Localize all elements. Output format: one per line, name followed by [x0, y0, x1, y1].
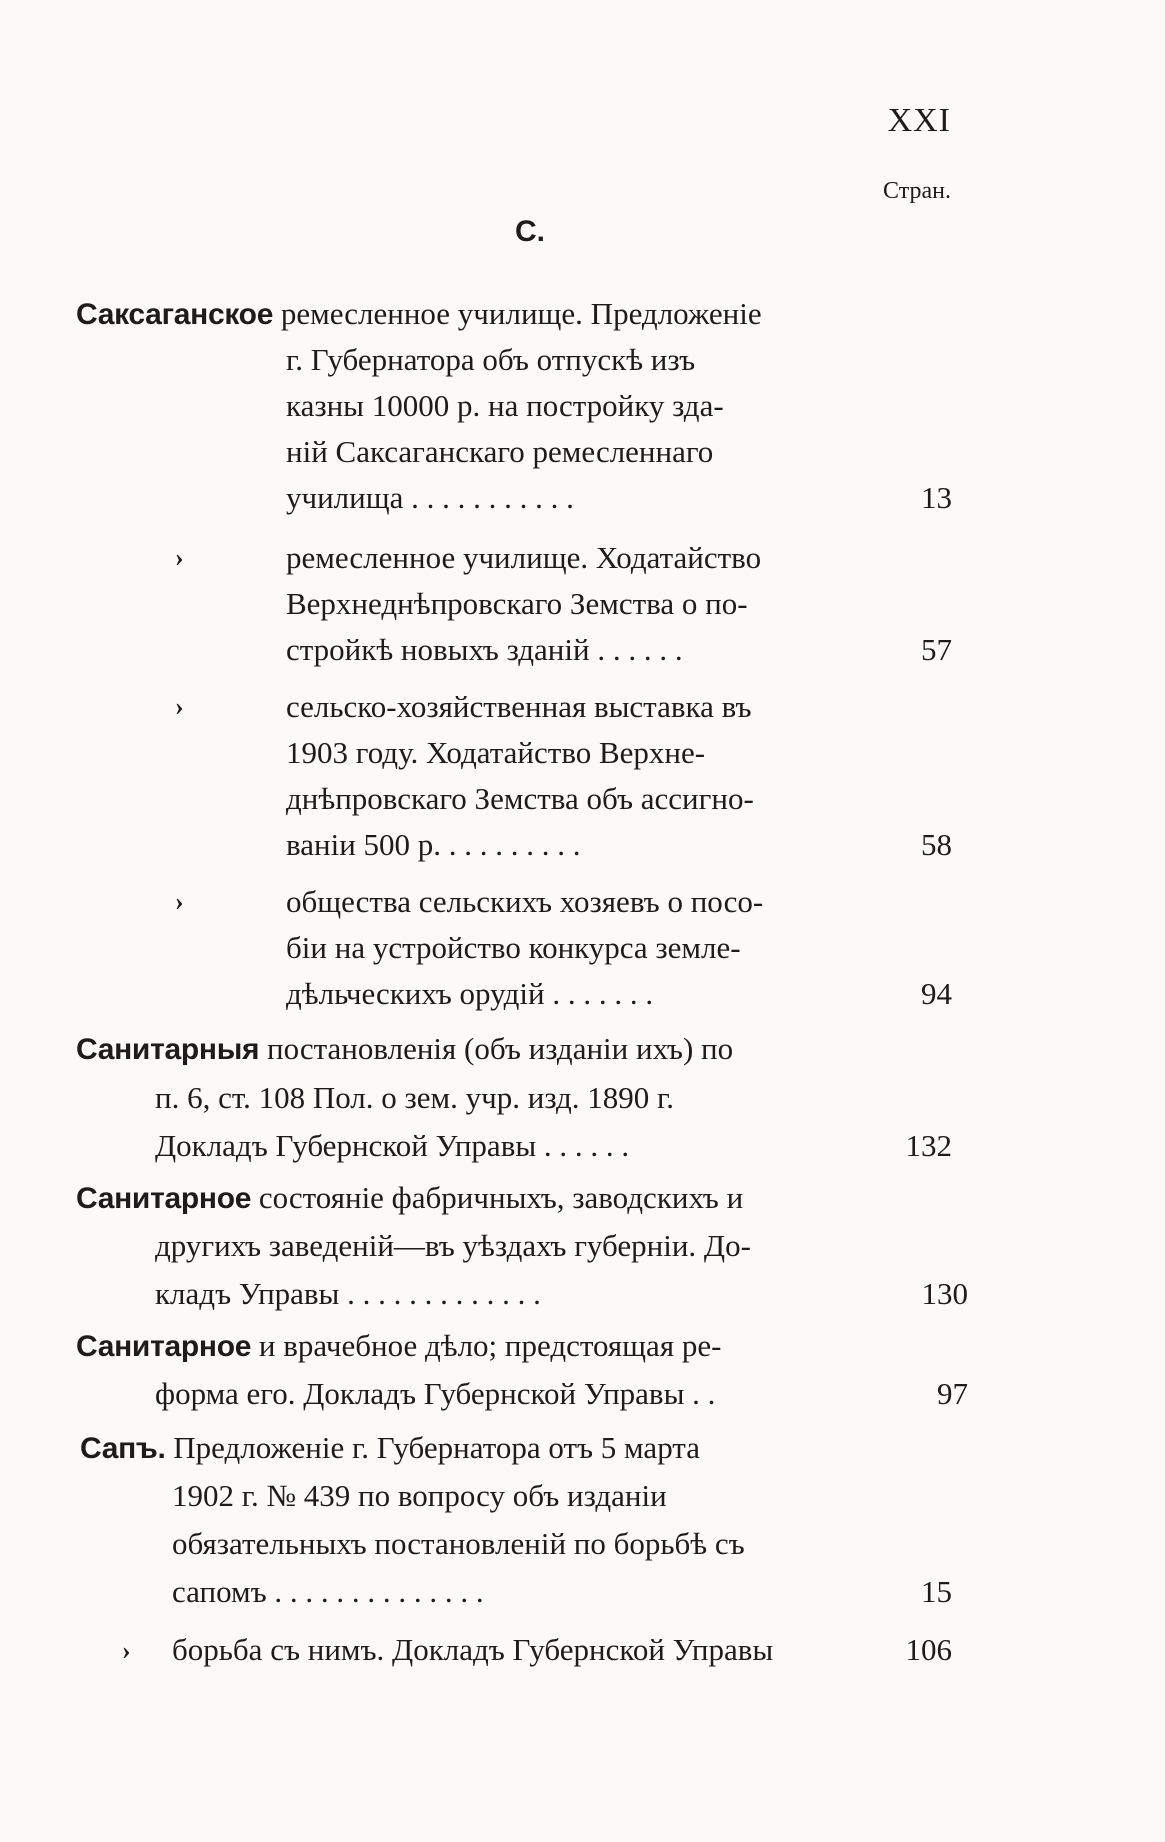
index-entry-line: 1903 году. Ходатайство Верхне- — [286, 735, 706, 770]
index-entry-line: форма его. Докладъ Губернской Управы . . — [155, 1376, 716, 1411]
index-entry-line: Санитарное и врачебное дѣло; предстоящая ре- — [76, 1328, 722, 1363]
page-ref: 94 — [921, 976, 952, 1011]
index-entry-line: ремесленное училище. Ходатайство — [286, 540, 762, 575]
index-entry-line: общества сельскихъ хозяевъ о посо- — [286, 884, 764, 919]
index-entry-line: Докладъ Губернской Управы . . . . . . — [155, 1128, 630, 1163]
page-column-label: Стран. — [883, 178, 951, 204]
index-entry-line: училища . . . . . . . . . . . — [286, 480, 574, 515]
index-entry-line: днѣпровскаго Земства объ ассигно- — [286, 781, 754, 816]
index-entry-line: сельско-хозяйственная выставка въ — [286, 689, 752, 724]
page-ref: 130 — [921, 1276, 968, 1311]
index-entry-line: другихъ заведеній—въ уѣздахъ губерніи. До- — [155, 1228, 751, 1263]
index-entry-line: дѣльческихъ орудій . . . . . . . — [286, 976, 654, 1011]
page-ref: 106 — [905, 1632, 952, 1667]
ditto-mark: › — [175, 692, 184, 721]
entry-heading: Санитарныя — [76, 1033, 260, 1066]
page-ref: 97 — [937, 1376, 968, 1411]
entry-heading: Саксаганское — [76, 298, 274, 331]
page-ref: 132 — [905, 1128, 952, 1163]
page-ref: 15 — [921, 1574, 952, 1609]
ditto-mark: › — [175, 887, 184, 916]
index-entry-line: 1902 г. № 439 по вопросу объ изданіи — [172, 1478, 667, 1513]
index-entry-line: ній Саксаганскаго ремесленнаго — [286, 434, 714, 469]
index-entry-line: сапомъ . . . . . . . . . . . . . . — [172, 1574, 484, 1609]
section-letter: С. — [515, 215, 545, 248]
index-entry-line: Саксаганское ремесленное училище. Предложеніе — [76, 296, 762, 331]
entry-heading: Сапъ. — [80, 1432, 166, 1465]
page-ref: 58 — [921, 827, 952, 862]
index-entry-line: борьба съ нимъ. Докладъ Губернской Управы — [172, 1632, 774, 1667]
entry-heading: Санитарное — [76, 1330, 252, 1363]
index-entry-line: Санитарныя постановленія (объ изданіи ихъ) по — [76, 1031, 734, 1066]
ditto-mark: › — [122, 1636, 131, 1665]
index-entry-line: обязательныхъ постановленій по борьбѣ съ — [172, 1526, 745, 1561]
index-entry-line: біи на устройство конкурса земле- — [286, 930, 741, 965]
index-entry-line: Санитарное состояніе фабричныхъ, заводскихъ и — [76, 1180, 744, 1215]
index-entry-line: ваніи 500 р. . . . . . . . . . — [286, 827, 581, 862]
ditto-mark: › — [175, 543, 184, 572]
index-entry-line: Верхнеднѣпровскаго Земства о по- — [286, 586, 748, 621]
page-ref: 13 — [921, 480, 952, 515]
entry-heading: Санитарное — [76, 1182, 252, 1215]
index-entry-line: Сапъ. Предложеніе г. Губернатора отъ 5 марта — [80, 1430, 700, 1465]
index-entry-line: кладъ Управы . . . . . . . . . . . . . — [155, 1276, 541, 1311]
index-entry-line: стройкѣ новыхъ зданій . . . . . . — [286, 632, 683, 667]
index-entry-line: п. 6, ст. 108 Пол. о зем. учр. изд. 1890 г. — [155, 1080, 674, 1115]
page-number: XXI — [887, 102, 951, 139]
page-ref: 57 — [921, 632, 952, 667]
index-entry-line: г. Губернатора объ отпускѣ изъ — [286, 342, 696, 377]
index-entry-line: казны 10000 р. на постройку зда- — [286, 388, 724, 423]
